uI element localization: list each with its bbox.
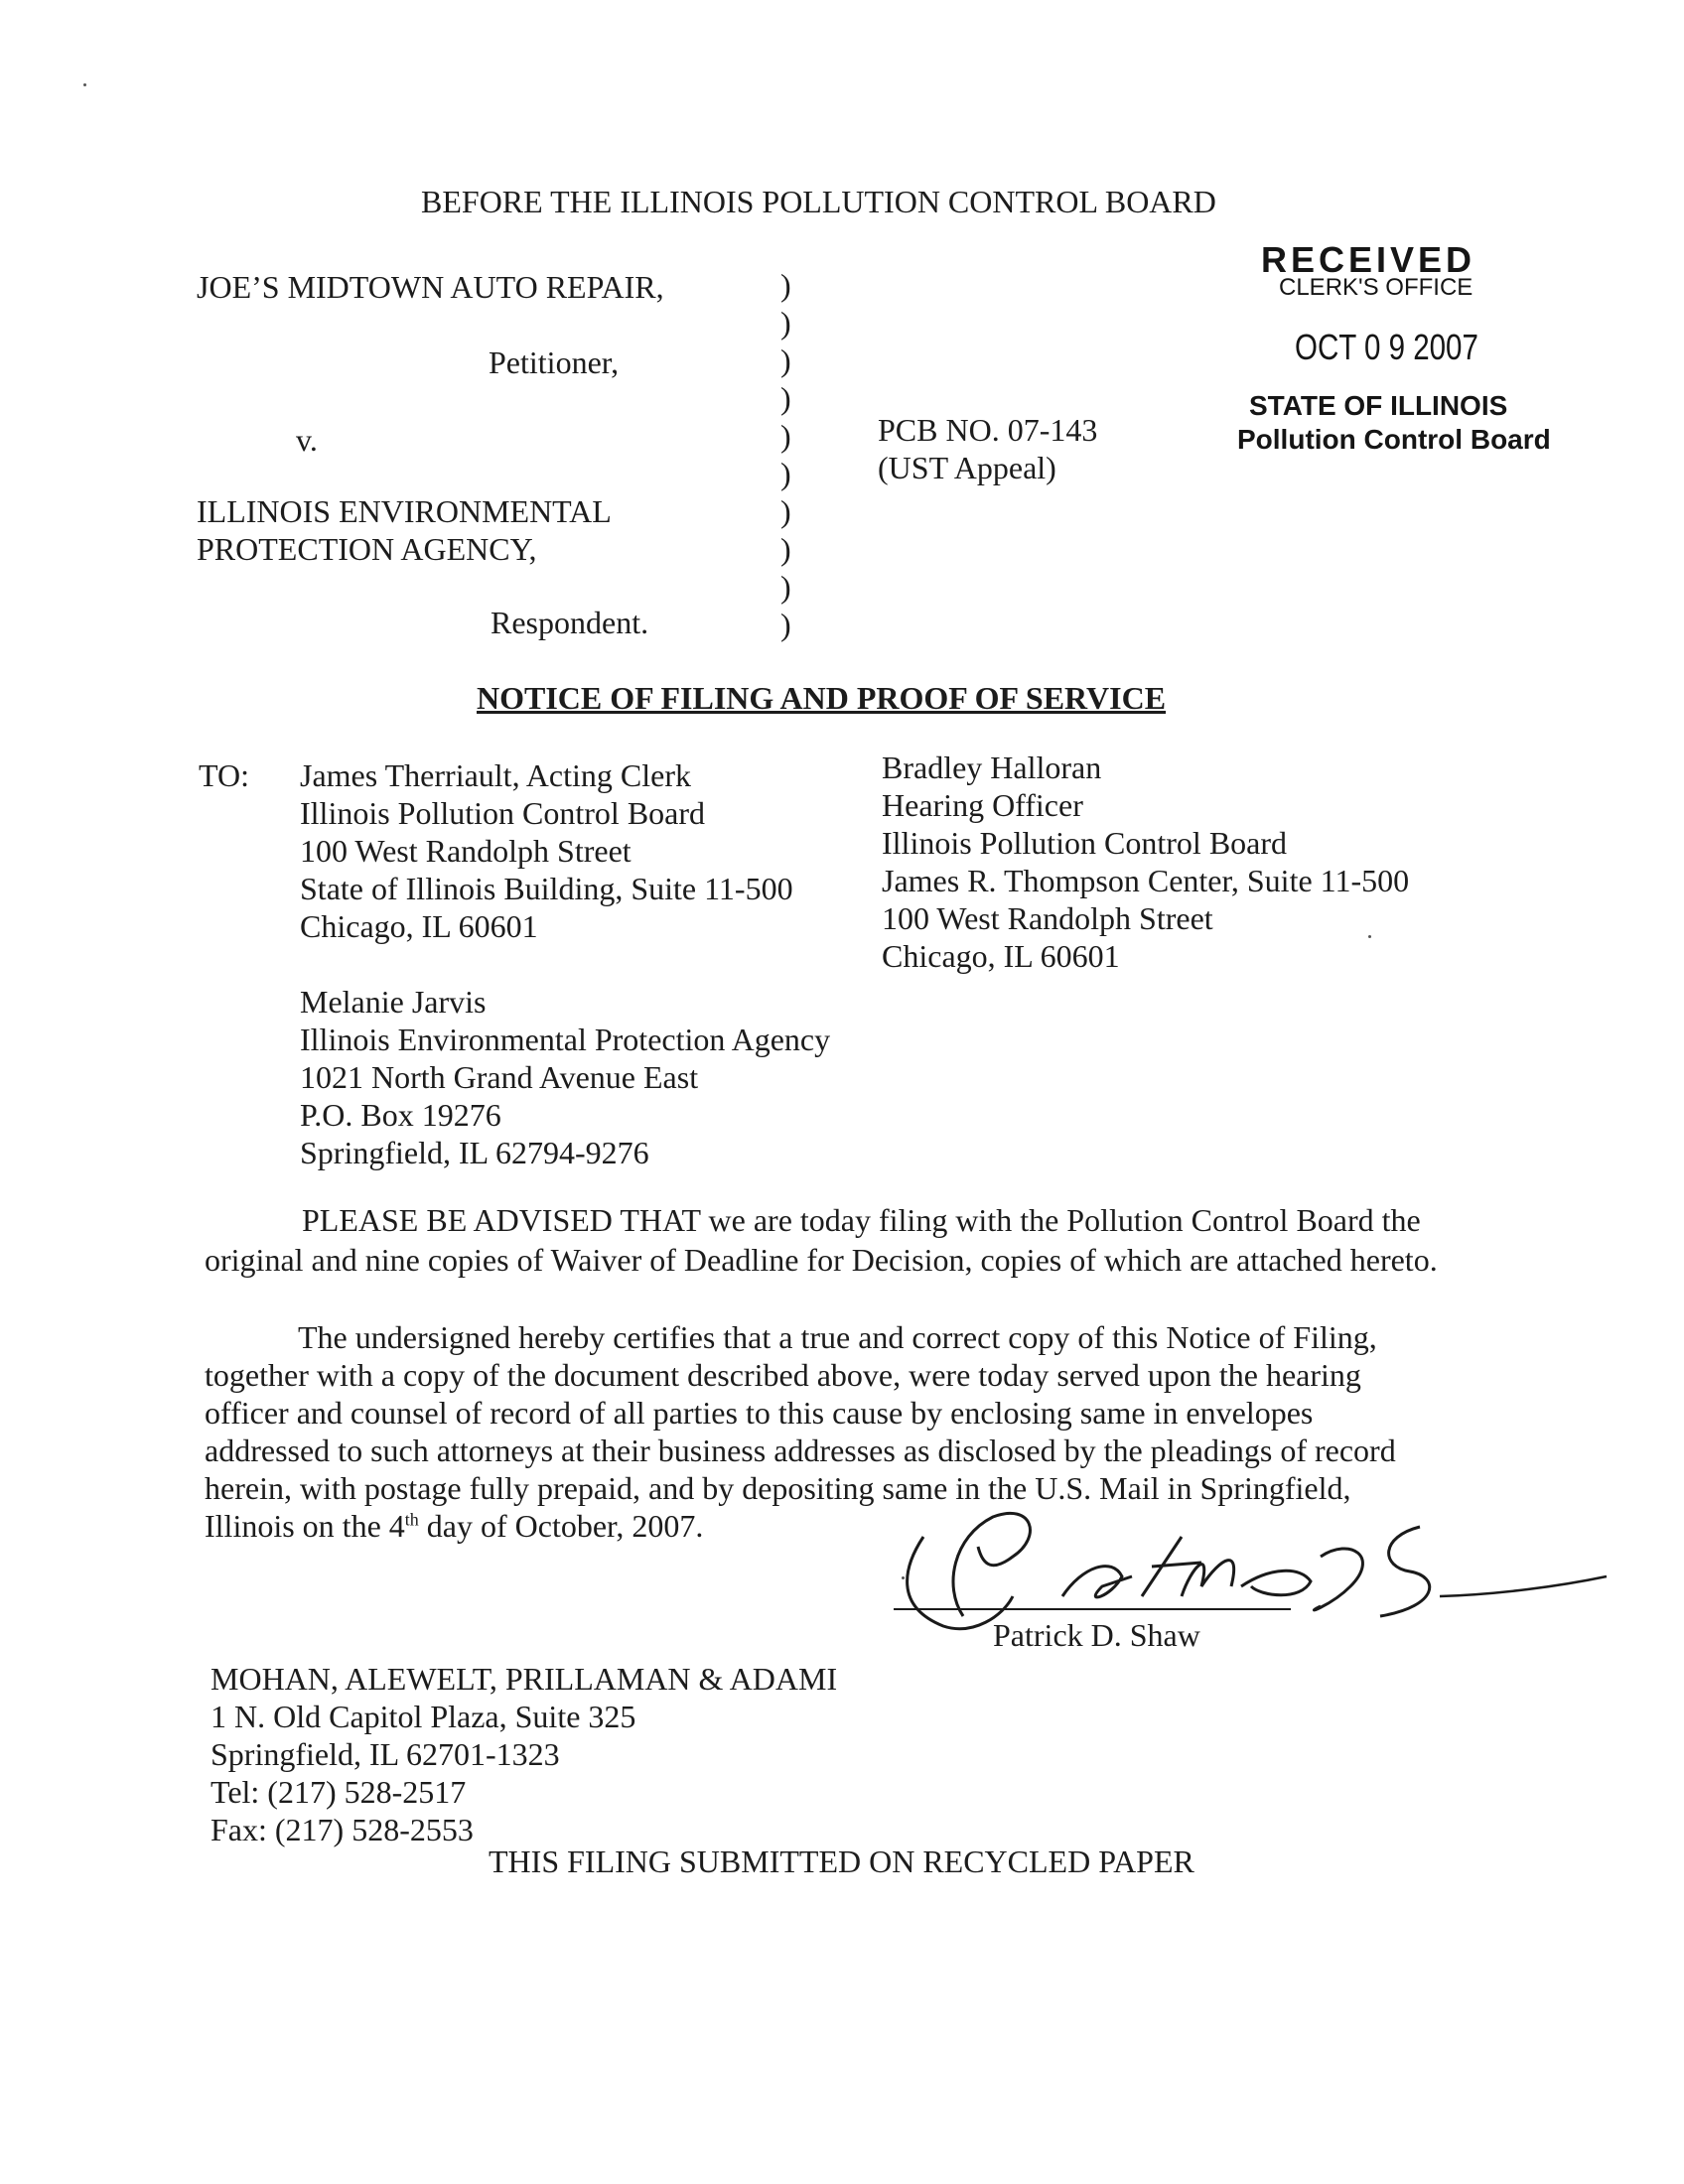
document-heading: BEFORE THE ILLINOIS POLLUTION CONTROL BOARD <box>421 184 1216 219</box>
caption-paren: ) <box>780 456 791 491</box>
firm-line: Fax: (217) 528-2553 <box>210 1812 474 1847</box>
received-stamp <box>1237 238 1555 477</box>
stamp-date: OCT 0 9 2007 <box>1295 327 1478 367</box>
certification-line: together with a copy of the document described above, were today served upon the hearing <box>205 1357 1361 1393</box>
address-line: P.O. Box 19276 <box>300 1097 501 1133</box>
address-line: Illinois Pollution Control Board <box>300 795 706 831</box>
caption-paren: ) <box>780 493 791 529</box>
signature-line <box>894 1608 1291 1610</box>
scan-speck <box>83 83 86 86</box>
to-label: TO: <box>199 757 249 793</box>
scan-speck <box>1368 935 1371 938</box>
date-suffix: th <box>404 1509 419 1530</box>
certification-line: officer and counsel of record of all parties to this cause by enclosing same in envelopes <box>205 1395 1314 1431</box>
case-number: PCB NO. 07-143 <box>878 412 1098 448</box>
stamp-state: STATE OF ILLINOIS <box>1249 390 1508 421</box>
caption-paren: ) <box>780 569 791 605</box>
address-line: Bradley Halloran <box>882 750 1102 785</box>
date-text: day of October, 2007. <box>418 1508 704 1544</box>
petitioner-name: JOE’S MIDTOWN AUTO REPAIR, <box>197 269 664 305</box>
firm-line: 1 N. Old Capitol Plaza, Suite 325 <box>210 1699 636 1734</box>
respondent-role: Respondent. <box>491 605 649 640</box>
respondent-name-line2: PROTECTION AGENCY, <box>197 531 537 567</box>
caption-paren: ) <box>780 380 791 416</box>
address-line: Chicago, IL 60601 <box>300 908 538 944</box>
address-line: James R. Thompson Center, Suite 11-500 <box>882 863 1410 898</box>
address-line: State of Illinois Building, Suite 11-500 <box>300 871 793 906</box>
caption-paren: ) <box>780 531 791 567</box>
caption-paren: ) <box>780 418 791 454</box>
address-line: Melanie Jarvis <box>300 984 487 1020</box>
caption-paren: ) <box>780 267 791 303</box>
firm-line: Tel: (217) 528-2517 <box>210 1774 467 1810</box>
signer-name: Patrick D. Shaw <box>993 1617 1200 1653</box>
address-line: Hearing Officer <box>882 787 1083 823</box>
certification-line: The undersigned hereby certifies that a true and correct copy of this Notice of Filing, <box>298 1319 1377 1355</box>
caption-paren: ) <box>780 342 791 378</box>
address-line: 100 West Randolph Street <box>300 833 632 869</box>
address-line: Chicago, IL 60601 <box>882 938 1120 974</box>
stamp-office: CLERK'S OFFICE <box>1279 274 1474 301</box>
versus: v. <box>296 422 318 458</box>
petitioner-role: Petitioner, <box>489 344 620 380</box>
notice-title: NOTICE OF FILING AND PROOF OF SERVICE <box>477 680 1167 716</box>
address-line: 1021 North Grand Avenue East <box>300 1059 699 1095</box>
address-line: James Therriault, Acting Clerk <box>300 757 691 793</box>
stamp-board: Pollution Control Board <box>1237 424 1551 455</box>
address-line: Springfield, IL 62794-9276 <box>300 1135 649 1170</box>
advised-paragraph-line: original and nine copies of Waiver of Deadline for Decision, copies of which are attached hereto. <box>205 1242 1438 1278</box>
address-line: 100 West Randolph Street <box>882 900 1213 936</box>
respondent-name-line1: ILLINOIS ENVIRONMENTAL <box>197 493 612 529</box>
certification-line: addressed to such attorneys at their business addresses as disclosed by the pleadings of record <box>205 1433 1396 1468</box>
certification-line <box>205 1507 703 1545</box>
firm-line: Springfield, IL 62701-1323 <box>210 1736 560 1772</box>
date-text: Illinois on the 4 <box>205 1508 405 1544</box>
signature <box>884 1477 1609 1636</box>
advised-paragraph-line: PLEASE BE ADVISED THAT we are today filing with the Pollution Control Board the <box>302 1202 1421 1238</box>
certification-line: herein, with postage fully prepaid, and by depositing same in the U.S. Mail in Springfield, <box>205 1470 1351 1506</box>
address-line: Illinois Pollution Control Board <box>882 825 1288 861</box>
case-type: (UST Appeal) <box>878 450 1056 485</box>
address-line: Illinois Environmental Protection Agency <box>300 1022 831 1057</box>
caption-paren: ) <box>780 607 791 642</box>
caption-paren: ) <box>780 305 791 341</box>
stamp-received: RECEIVED <box>1261 239 1476 280</box>
firm-line: MOHAN, ALEWELT, PRILLAMAN & ADAMI <box>210 1661 838 1697</box>
recycled-paper-notice: THIS FILING SUBMITTED ON RECYCLED PAPER <box>489 1843 1194 1879</box>
